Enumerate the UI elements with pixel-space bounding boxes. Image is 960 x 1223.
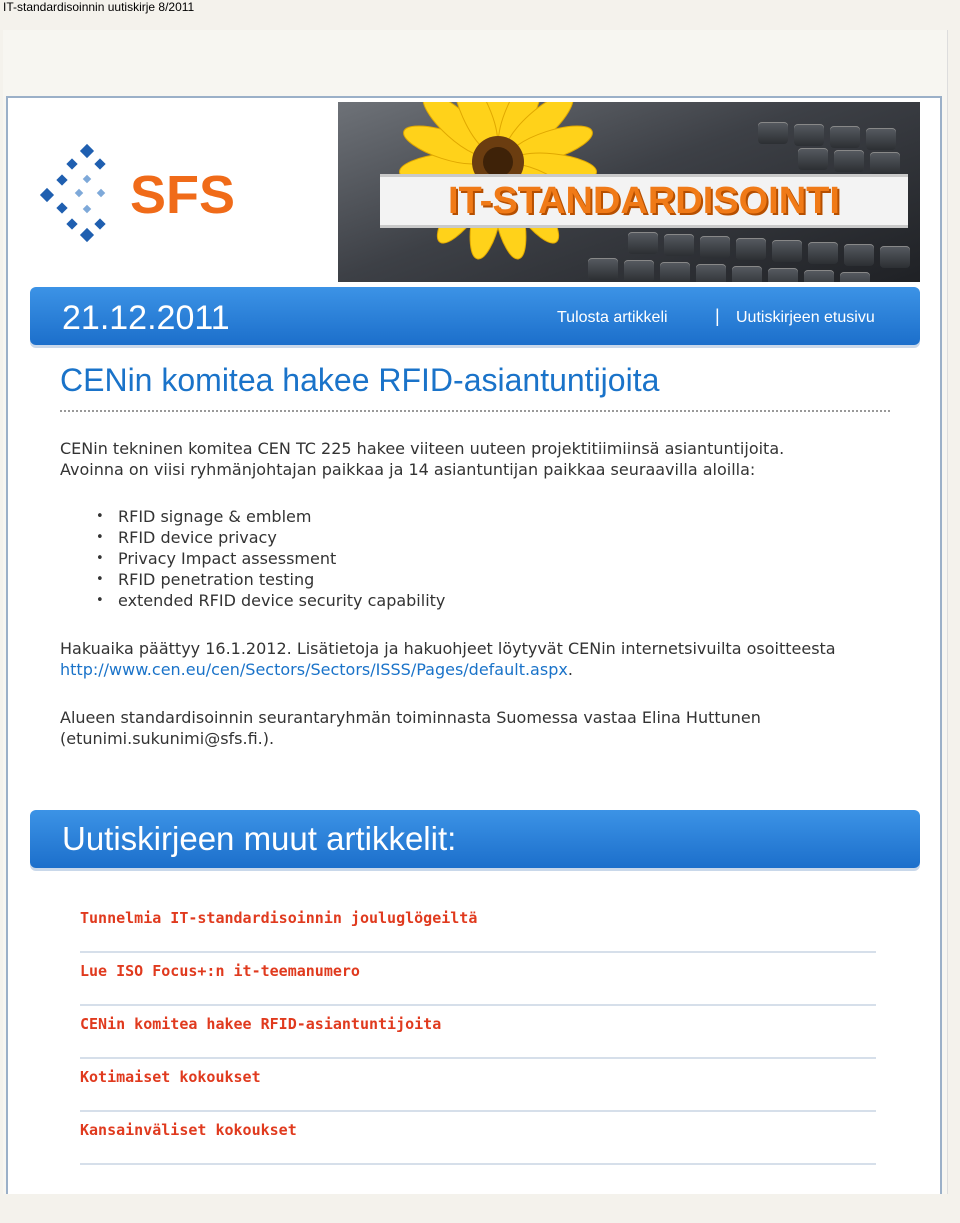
more-articles-list [80,900,876,1165]
intro-line-2: Avoinna on viisi ryhmänjohtajan paikkaa ja 14 asiantuntijan paikkaa seuraavilla aloilla: [60,460,756,479]
article-intro [60,438,900,480]
list-item [80,953,876,1006]
header-banner [28,102,920,282]
topic-list [96,506,445,611]
link-period: . [567,660,573,679]
article-link-2[interactable]: Lue ISO Focus+:n it-teemanumero [80,962,360,980]
list-item [80,1006,876,1059]
list-item [80,1059,876,1112]
article-title: CENin komitea hakee RFID-asiantuntijoita [60,362,660,398]
list-item: • RFID penetration testing [96,569,445,590]
date-bar [30,287,920,345]
sfs-logo-icon [38,140,118,260]
it-standardisointi-banner-text: IT-STANDARDISOINTI [448,180,840,222]
document-title: IT-standardisoinnin uutiskirje 8/2011 [3,0,195,14]
more-articles-bar [30,810,920,868]
intro-line-1: CENin tekninen komitea CEN TC 225 hakee viiteen uuteen projektitiimiinsä asiantuntijoita. [60,439,785,458]
deadline-text: Hakuaika päättyy 16.1.2012. Lisätietoja ja hakuohjeet löytyvät CENin internetsivuilta osoitteesta [60,639,836,658]
list-item: • extended RFID device security capability [96,590,445,611]
print-article-link[interactable]: Tulosta artikkeli [557,309,668,326]
cen-website-link[interactable]: http://www.cen.eu/cen/Sectors/Sectors/ISSS/Pages/default.aspx [60,660,568,679]
link-separator: | [715,306,720,326]
newsletter-home-link[interactable]: Uutiskirjeen etusivu [736,309,875,326]
contact-paragraph: Alueen standardisoinnin seurantaryhmän toiminnasta Suomessa vastaa Elina Huttunen (etunimi.sukunimi@sfs.fi.). [60,708,761,748]
article-link-3[interactable]: CENin komitea hakee RFID-asiantuntijoita [80,1015,442,1033]
list-item: • RFID device privacy [96,527,445,548]
article-link-1[interactable]: Tunnelmia IT-standardisoinnin jouluglögeiltä [80,909,478,927]
deadline-paragraph [60,638,920,680]
article-link-5[interactable]: Kansainväliset kokoukset [80,1121,297,1139]
issue-date: 21.12.2011 [62,299,230,337]
list-item: • Privacy Impact assessment [96,548,445,569]
list-item [80,900,876,953]
article-link-4[interactable]: Kotimaiset kokoukset [80,1068,261,1086]
sfs-logo-text: SFS [130,165,236,225]
list-item: • RFID signage & emblem [96,506,445,527]
title-divider [60,410,890,412]
more-articles-heading: Uutiskirjeen muut artikkelit: [62,820,457,857]
list-item [80,1112,876,1165]
